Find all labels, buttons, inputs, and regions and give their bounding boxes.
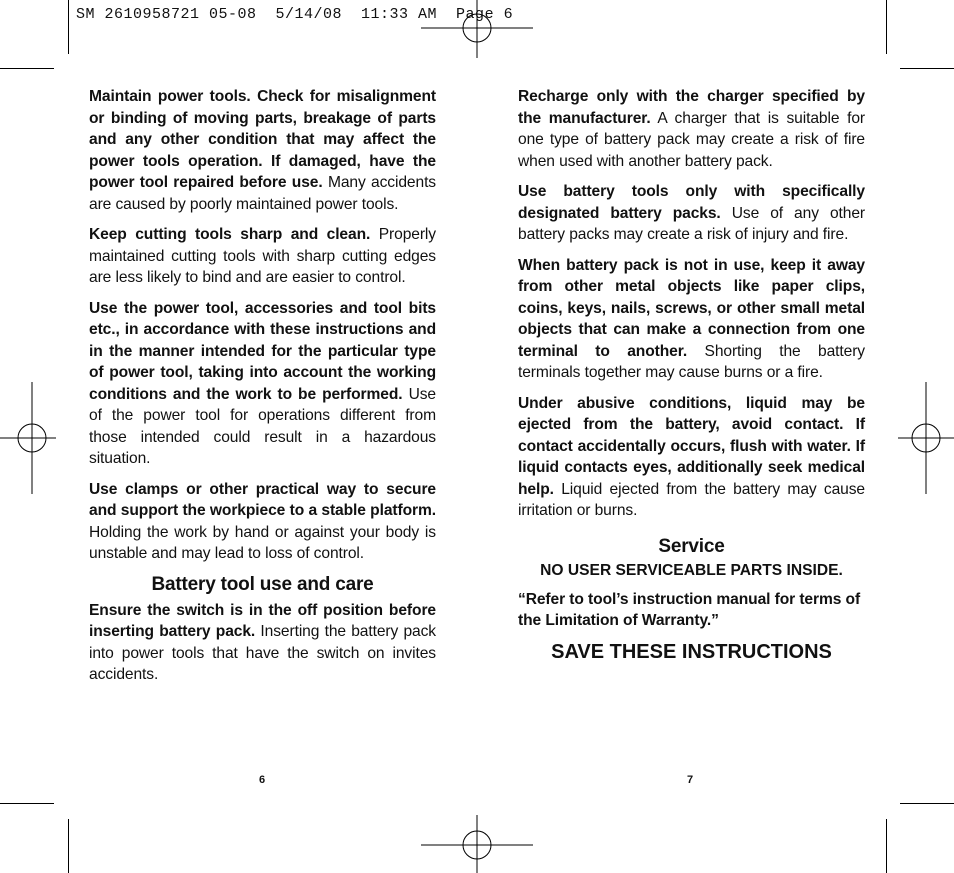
safety-paragraph xyxy=(518,393,865,522)
crop-mark xyxy=(68,0,69,54)
print-slug: SM 2610958721 05-08 5/14/08 11:33 AM Page 6 xyxy=(76,6,514,23)
paragraph-text: Properly maintained cutting tools with sharp cutting edges are less likely to bind and are easier to control. xyxy=(89,226,436,286)
crop-mark xyxy=(886,0,887,54)
crop-mark xyxy=(900,68,954,69)
no-parts-notice: NO USER SERVICEABLE PARTS INSIDE. xyxy=(540,561,843,579)
crop-mark xyxy=(886,819,887,873)
safety-paragraph xyxy=(89,479,436,565)
safety-paragraph xyxy=(89,224,436,289)
paragraph-text: Many accidents are caused by poorly maintained power tools. xyxy=(89,174,436,213)
save-instructions: SAVE THESE INSTRUCTIONS xyxy=(551,640,832,663)
paragraph-bold: Under abusive conditions, liquid may be ejected from the battery, avoid contact. If contact accidentally occurs, flush with water. If liquid contacts eyes, additionally seek medical help. xyxy=(518,394,865,498)
crop-mark xyxy=(900,803,954,804)
page-number-right: 7 xyxy=(687,774,694,786)
right-column xyxy=(518,86,865,664)
paragraph-text: A charger that is suitable for one type of battery pack may create a risk of fire when used with another battery pack. xyxy=(518,109,865,170)
crop-mark xyxy=(0,68,54,69)
paragraph-text: Liquid ejected from the battery may cause irritation or burns. xyxy=(518,480,865,519)
paragraph-bold: Maintain power tools. Check for misalignment or binding of moving parts, breakage of parts and any other condition that may affect the power tools operation. If damaged, have the power tool repaired before use. xyxy=(89,88,436,191)
paragraph-bold: Keep cutting tools sharp and clean. xyxy=(89,226,371,243)
safety-paragraph xyxy=(89,86,436,215)
paragraph-text: Holding the work by hand or against your body is unstable and may lead to loss of control. xyxy=(89,523,436,562)
registration-mark-top xyxy=(421,0,533,58)
paragraph-bold: “Refer to tool’s instruction manual for terms of the Limitation of Warranty.” xyxy=(518,590,861,629)
registration-mark-bottom xyxy=(421,815,533,873)
paragraph-text: Use of any other battery packs may create a risk of injury and fire. xyxy=(518,204,865,243)
registration-mark-left xyxy=(0,382,56,494)
left-column xyxy=(89,86,436,695)
crop-mark xyxy=(0,803,54,804)
paragraph-bold: Use battery tools only with specifically designated battery packs. xyxy=(518,183,865,222)
page-number-left: 6 xyxy=(259,774,266,786)
paragraph-text: Inserting the battery pack into power tools that have the switch on invites accidents. xyxy=(89,623,436,683)
safety-paragraph xyxy=(518,181,865,246)
registration-mark-right xyxy=(898,382,954,494)
crop-mark xyxy=(68,819,69,873)
paragraph-bold: When battery pack is not in use, keep it away from other metal objects like paper clips, coins, keys, nails, screws, or other small metal objects that can make a connection from one terminal to another. xyxy=(518,256,865,360)
paragraph-text: Use of the power tool for operations different from those intended could result in a hazardous situation. xyxy=(89,385,436,467)
paragraph-bold: Recharge only with the charger specified by the manufacturer. xyxy=(518,88,865,127)
safety-paragraph xyxy=(89,600,436,686)
paragraph-text: Shorting the battery terminals together may cause burns or a fire. xyxy=(518,342,866,381)
safety-paragraph xyxy=(518,86,865,172)
safety-paragraph xyxy=(518,255,865,384)
battery-heading: Battery tool use and care xyxy=(151,573,374,595)
paragraph-bold: Use the power tool, accessories and tool bits etc., in accordance with these instructions and in the manner intended for the particular type of power tool, taking into account the working conditions and the work to be performed. xyxy=(89,299,436,403)
paragraph-bold: Ensure the switch is in the off position before inserting battery pack. xyxy=(89,601,436,640)
safety-paragraph xyxy=(89,298,436,470)
service-heading: Service xyxy=(658,535,725,557)
paragraph-bold: Use clamps or other practical way to secure and support the workpiece to a stable platform. xyxy=(89,480,436,519)
warranty-reference xyxy=(518,589,865,632)
